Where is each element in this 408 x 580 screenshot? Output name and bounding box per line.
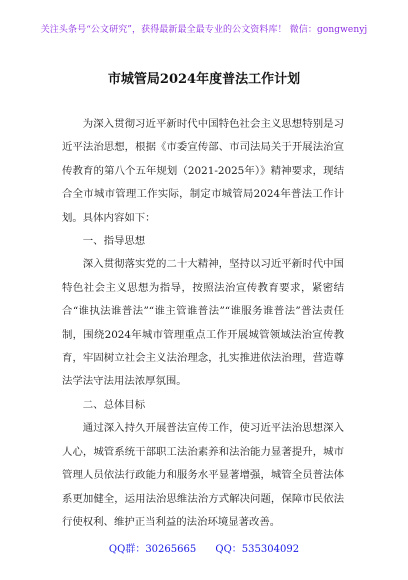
section-heading-guiding-ideology: 一、指导思想 [82, 235, 146, 248]
guiding-ideology-paragraph: 深入贯彻落实党的二十大精神，坚持以习近平新时代中国特色社会主义思想为指导，按照法治宣传教育要求，紧密结合“谁执法谁普法”“谁主管谁普法”“谁服务谁普法”普法责任制，围绕2024年城市管理重点工作开展城管领域法治宣传教育，牢固树立社会主义法治理念，扎实推进依法治理，营造尊法学法守法用法浓厚氛围。 [62, 258, 344, 388]
footer-contact [0, 540, 408, 555]
overall-goal-paragraph: 通过深入持久开展普法宣传工作，使习近平法治思想深入人心，城管系统干部职工法治素养和法治能力显著提升，城市管理人员依法行政能力和服务水平显著增强，城管全员普法体系更加健全，运用法治思维法治方式解决问题，保障市民依法行使权利、维护正当利益的法治环境显著改善。 [62, 422, 344, 528]
document-title: 市城管局2024年度普法工作计划 [107, 72, 301, 87]
qq-number: QQ：535304092 [215, 544, 300, 555]
header-promo-banner: 关注头条号“公文研究”，获得最新最全最专业的公文资料库！ 微信：gongwenyj [40, 25, 368, 35]
section-heading-overall-goal: 二、总体目标 [82, 398, 146, 411]
qq-group-number: QQ群：30265665 [108, 544, 197, 555]
intro-paragraph: 为深入贯彻习近平新时代中国特色社会主义思想特别是习近平法治思想，根据《市委宣传部、市司法局关于开展法治宣传教育的第八个五年规划（2021-2025年）》精神要求，现结合全市城市管理工作实际，制定市城管局2024年普法工作计划。具体内容如下： [62, 118, 344, 224]
document-body [62, 113, 344, 534]
